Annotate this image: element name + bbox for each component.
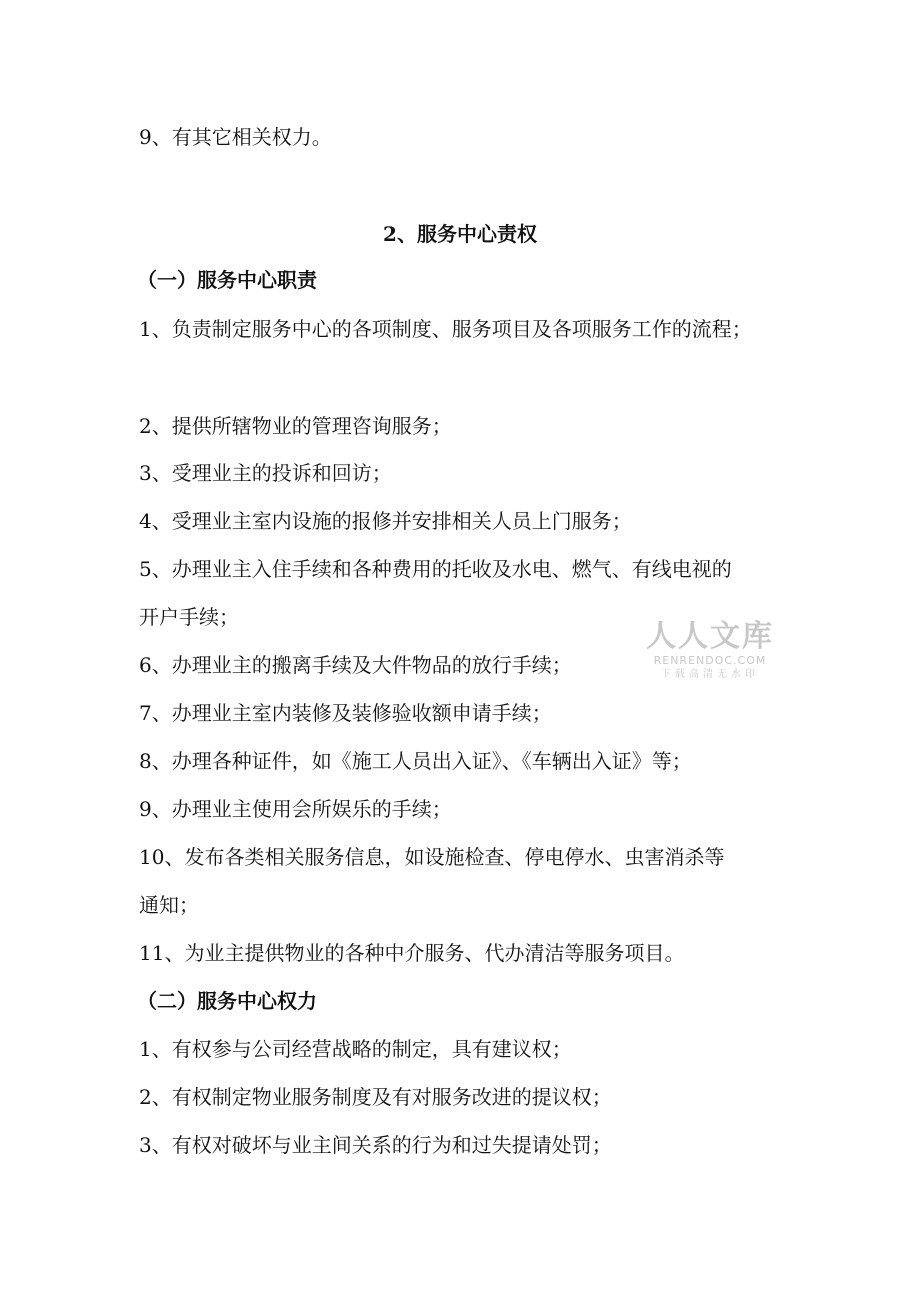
watermark-domain: RENRENDOC.COM: [653, 654, 767, 667]
duty-item: 6、办理业主的搬离手续及大件物品的放行手续；: [139, 653, 572, 677]
power-item: 3、有权对破坏与业主间关系的行为和过失提请处罚；: [139, 1133, 612, 1157]
duty-item: 1、负责制定服务中心的各项制度、服务项目及各项服务工作的流程；: [139, 317, 752, 341]
duty-item: 10、发布各类相关服务信息，如设施检查、停电停水、虫害消杀等: [139, 845, 725, 869]
duty-item-continuation: 开户手续；: [139, 605, 239, 629]
duty-item-continuation: 通知；: [139, 893, 199, 917]
duty-item: 7、办理业主室内装修及装修验收额申请手续；: [139, 701, 552, 725]
duty-item: 2、提供所辖物业的管理咨询服务；: [139, 414, 452, 438]
subsection-heading-powers: （二）服务中心权力: [137, 989, 317, 1013]
watermark-title: 人人文库: [646, 619, 774, 654]
duty-item: 9、办理业主使用会所娱乐的手续；: [139, 797, 452, 821]
duty-item: 4、受理业主室内设施的报修并安排相关人员上门服务；: [139, 509, 632, 533]
section-title: 2、服务中心责权: [383, 222, 537, 246]
watermark-logo: [645, 620, 775, 681]
subsection-heading-duties: （一）服务中心职责: [137, 268, 317, 292]
power-item: 1、有权参与公司经营战略的制定，具有建议权；: [139, 1037, 572, 1061]
duty-item: 3、受理业主的投诉和回访；: [139, 461, 392, 485]
watermark-tagline: 下载高清无水印: [661, 669, 759, 680]
paragraph-previous-item: 9、有其它相关权力。: [139, 125, 332, 149]
duty-item: 8、办理各种证件，如《施工人员出入证》、《车辆出入证》等；: [139, 749, 692, 773]
duty-item: 5、办理业主入住手续和各种费用的托收及水电、燃气、有线电视的: [139, 557, 732, 581]
duty-item: 11、为业主提供物业的各种中介服务、代办清洁等服务项目。: [139, 941, 685, 965]
power-item: 2、有权制定物业服务制度及有对服务改进的提议权；: [139, 1085, 612, 1109]
